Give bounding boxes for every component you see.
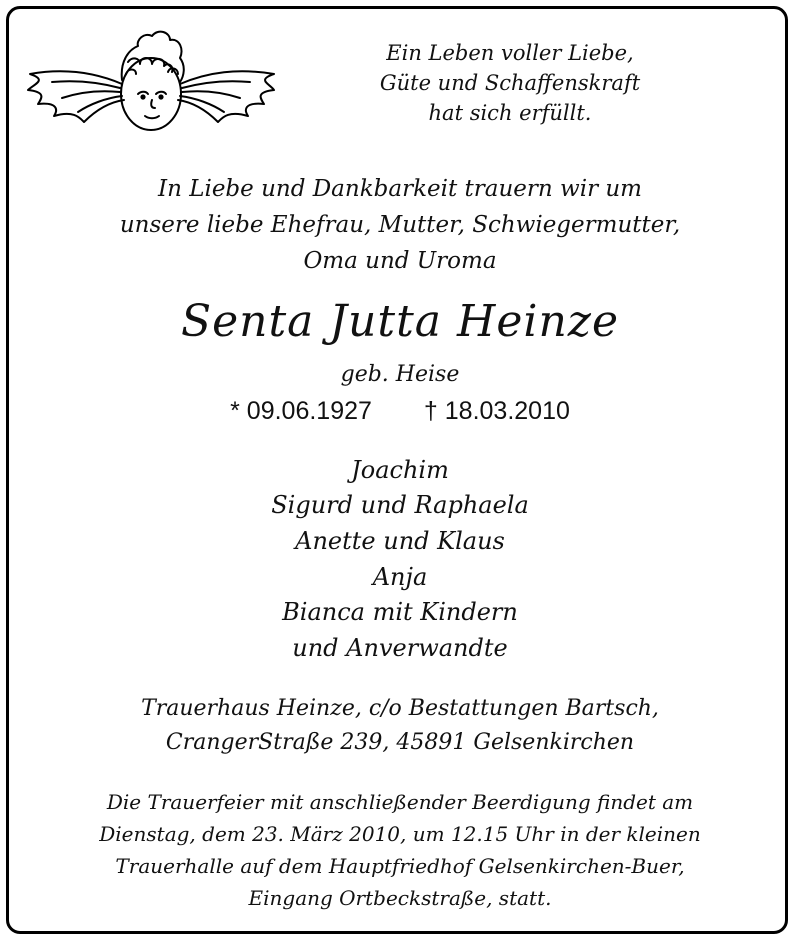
motto-line-1: Ein Leben voller Liebe, — [386, 41, 634, 65]
life-dates — [0, 397, 800, 426]
intro-line-3: Oma und Uroma — [303, 248, 497, 274]
ceremony-line-1: Die Trauerfeier mit anschließender Beerdigung findet am — [106, 790, 694, 814]
death-date: † 18.03.2010 — [423, 397, 570, 425]
mourner-1: Joachim — [351, 456, 449, 484]
intro-line-2: unsere liebe Ehefrau, Mutter, Schwiegermutter, — [119, 212, 681, 238]
mourner-3: Anette und Klaus — [295, 527, 505, 555]
address-line-1: Trauerhaus Heinze, c/o Bestattungen Bartsch, — [141, 696, 659, 721]
motto-line-3: hat sich erfüllt. — [428, 101, 592, 125]
deceased-name: Senta Jutta Heinze — [180, 296, 620, 347]
intro-line-1: In Liebe und Dankbarkeit trauern wir um — [157, 176, 642, 202]
birth-date: * 09.06.1927 — [230, 397, 372, 425]
mourner-2: Sigurd und Raphaela — [271, 491, 529, 519]
ceremony-line-4: Eingang Ortbeckstraße, statt. — [248, 886, 552, 910]
mourner-5: Bianca mit Kindern — [282, 598, 518, 626]
maiden-name: geb. Heise — [340, 362, 460, 387]
mourner-4: Anja — [372, 563, 428, 591]
address-line-2: CrangerStraße 239, 45891 Gelsenkirchen — [165, 730, 635, 755]
ceremony-line-3: Trauerhalle auf dem Hauptfriedhof Gelsenkirchen-Buer, — [115, 854, 685, 878]
motto-line-2: Güte und Schaffenskraft — [379, 71, 641, 95]
mourner-6: und Anverwandte — [292, 634, 508, 662]
ceremony-line-2: Dienstag, dem 23. März 2010, um 12.15 Uhr in der kleinen — [99, 822, 701, 846]
cherub-icon — [24, 22, 278, 146]
